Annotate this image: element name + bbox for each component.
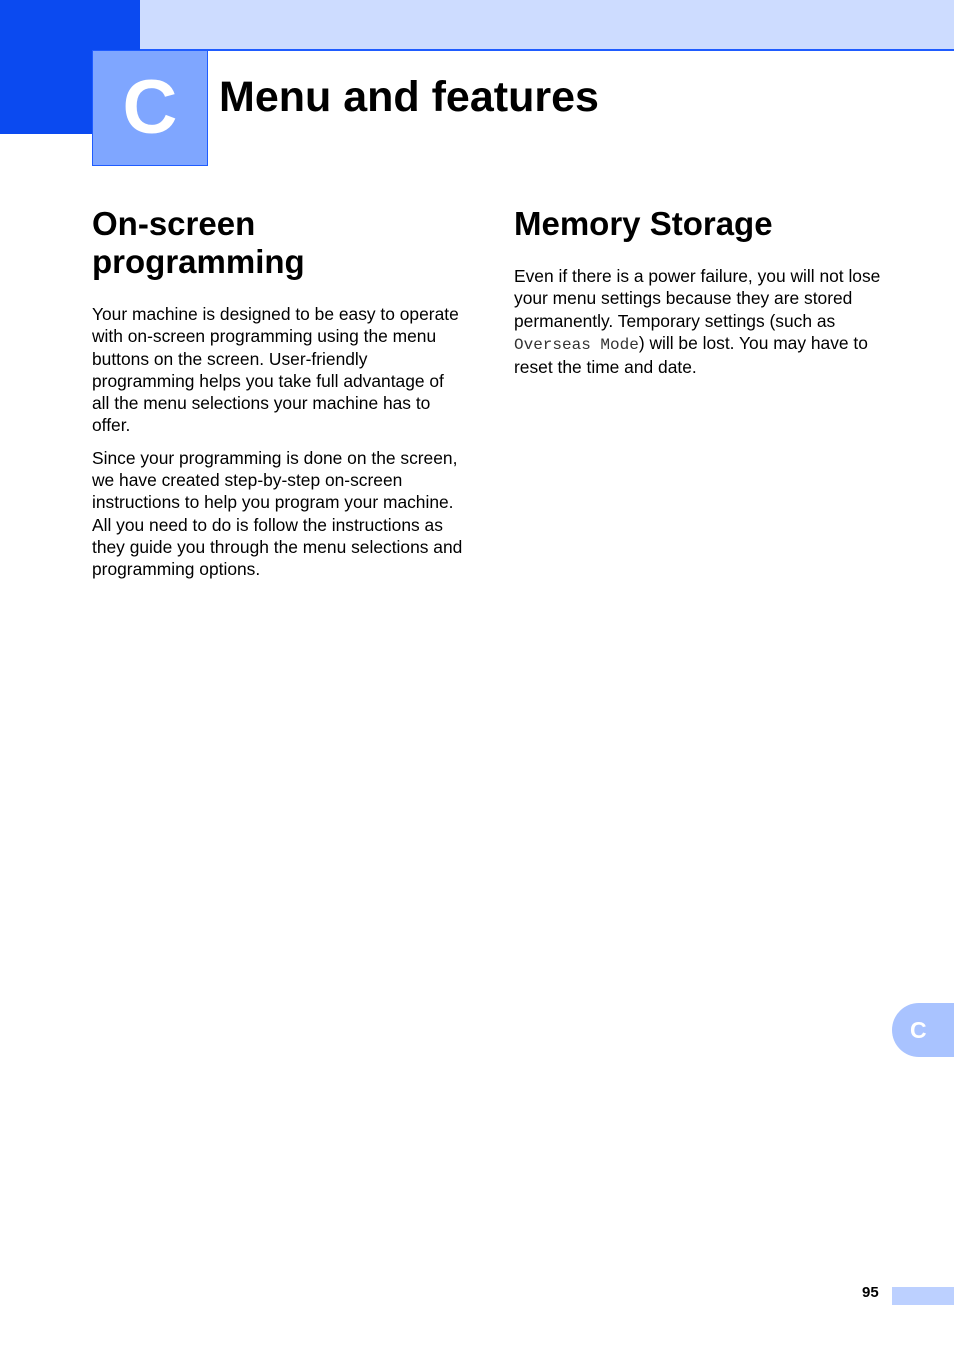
page-number: 95	[862, 1284, 879, 1301]
heading-line1: On-screen	[92, 205, 256, 242]
section-heading: Memory Storage	[514, 205, 773, 242]
section-heading	[92, 205, 464, 281]
chapter-letter: C	[122, 65, 178, 150]
chapter-side-tab	[892, 1003, 954, 1057]
side-tab-letter: C	[910, 1016, 927, 1043]
section-memory-storage	[514, 205, 884, 388]
paragraph	[514, 265, 884, 378]
paragraph: Since your programming is done on the screen, we have created step-by-step on-screen instructions to help you program your machine. All you need to do is follow the instructions as they guide you through the menu selections and programming options.	[92, 447, 463, 580]
section-onscreen-programming	[92, 205, 464, 591]
text-run: Even if there is a power failure, you will not lose your menu settings because they are stored permanently. Temporary settings (such as	[514, 266, 881, 331]
menu-setting-name: Overseas Mode	[514, 335, 639, 354]
header-band	[140, 0, 954, 51]
page-number-bar	[892, 1287, 954, 1305]
paragraph: Your machine is designed to be easy to operate with on-screen programming using the menu buttons on the screen. User-friendly programming helps you take full advantage of all the menu selections your machine has to offer.	[92, 304, 459, 436]
text-run: ) will be lost. You may have to reset the time and date.	[514, 332, 868, 378]
chapter-badge	[92, 50, 208, 166]
heading-line2: programming	[92, 243, 305, 280]
chapter-title: Menu and features	[219, 73, 599, 121]
